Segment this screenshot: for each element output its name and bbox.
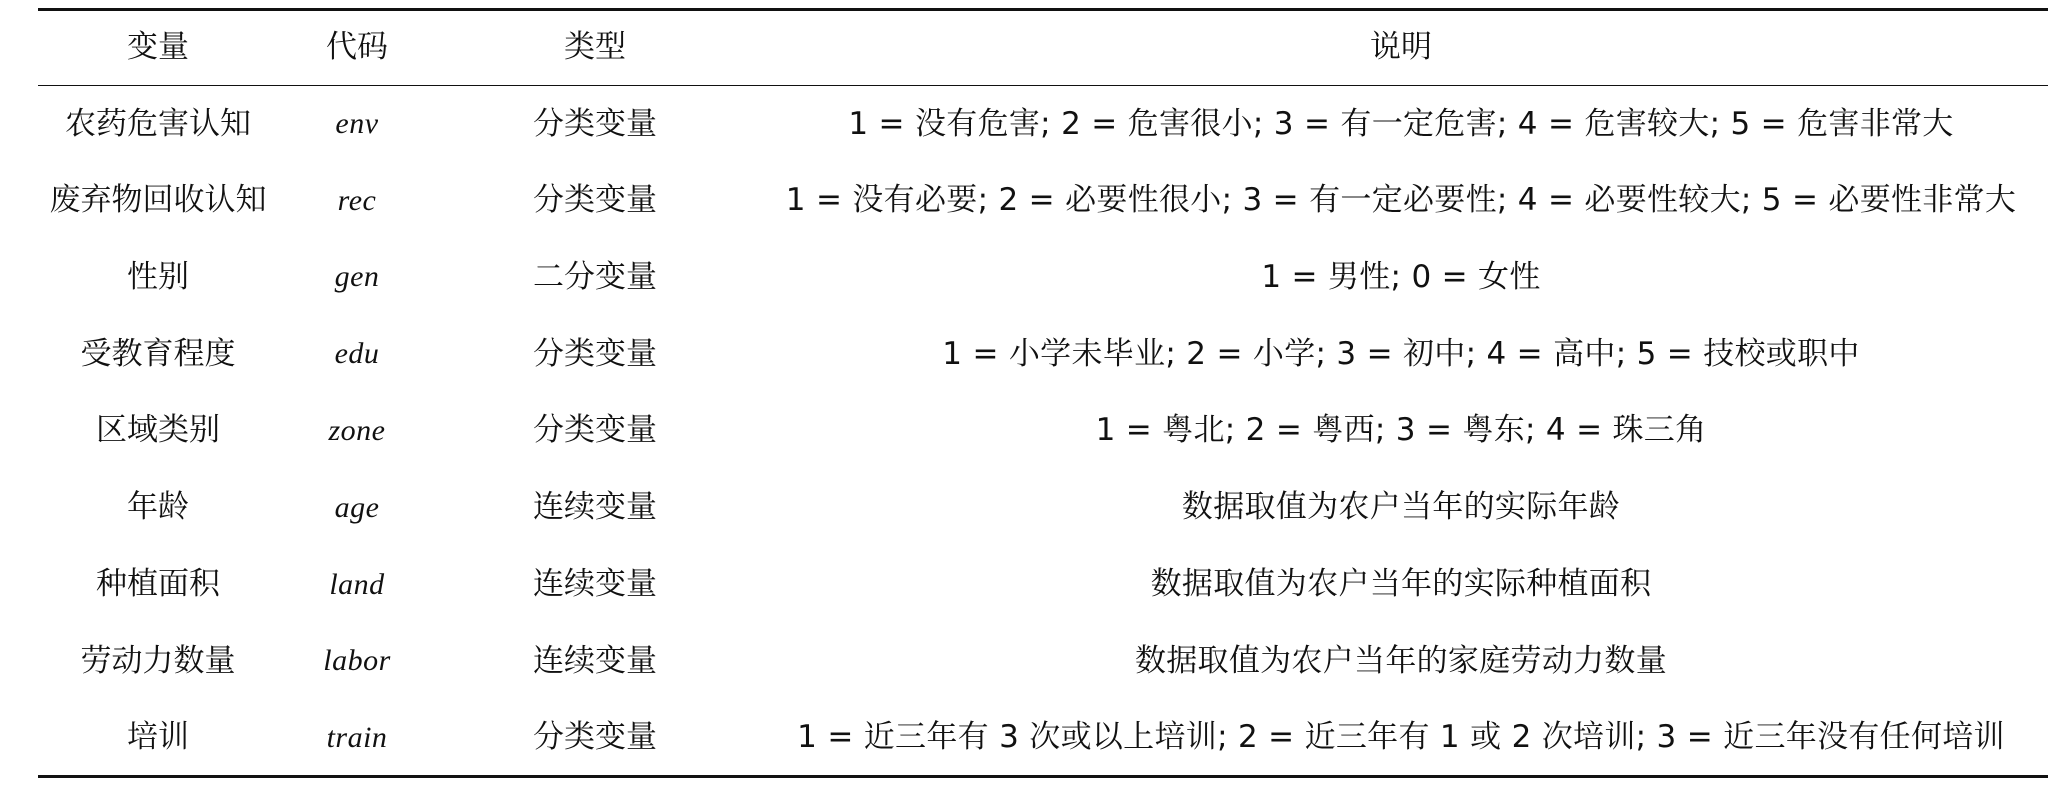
cell-code: edu [334, 337, 380, 371]
cell-type: 二分变量 [533, 258, 657, 295]
header-variable: 变量 [127, 29, 189, 66]
table-row [38, 239, 2048, 316]
cell-code: env [335, 107, 379, 141]
variable-definition-table [38, 8, 2048, 778]
table-row [38, 86, 2048, 163]
cell-type: 分类变量 [533, 412, 657, 449]
cell-code: rec [337, 183, 377, 217]
header-description: 说明 [1370, 29, 1432, 66]
cell-variable: 性别 [127, 258, 189, 295]
cell-code: train [326, 720, 388, 754]
cell-code: land [329, 567, 385, 601]
cell-description: 1 = 男性; 0 = 女性 [1261, 258, 1541, 295]
cell-variable: 区域类别 [96, 412, 220, 449]
cell-variable: 废弃物回收认知 [49, 182, 267, 219]
table-row [38, 162, 2048, 239]
table-row [38, 623, 2048, 700]
cell-variable: 种植面积 [96, 566, 220, 603]
cell-description: 1 = 近三年有 3 次或以上培训; 2 = 近三年有 1 或 2 次培训; 3 = 近三年没有任何培训 [797, 718, 2005, 755]
table-row [38, 316, 2048, 393]
cell-description: 1 = 粤北; 2 = 粤西; 3 = 粤东; 4 = 珠三角 [1095, 412, 1707, 449]
cell-variable: 农药危害认知 [65, 105, 251, 142]
table-header-row [38, 10, 2048, 86]
cell-code: gen [334, 260, 380, 294]
cell-description: 1 = 没有危害; 2 = 危害很小; 3 = 有一定危害; 4 = 危害较大; 5 = 危害非常大 [848, 105, 1954, 142]
table-row [38, 469, 2048, 546]
cell-variable: 劳动力数量 [80, 642, 236, 679]
cell-code: zone [328, 414, 386, 448]
table-row [38, 700, 2048, 777]
cell-description: 1 = 没有必要; 2 = 必要性很小; 3 = 有一定必要性; 4 = 必要性较大; 5 = 必要性非常大 [785, 182, 2017, 219]
cell-variable: 年龄 [127, 489, 189, 526]
cell-type: 连续变量 [533, 566, 657, 603]
table-row [38, 546, 2048, 623]
cell-description: 数据取值为农户当年的实际年龄 [1181, 489, 1621, 526]
header-type: 类型 [564, 29, 626, 66]
cell-description: 数据取值为农户当年的家庭劳动力数量 [1134, 642, 1668, 679]
table-row [38, 393, 2048, 470]
cell-type: 连续变量 [533, 642, 657, 679]
cell-type: 分类变量 [533, 105, 657, 142]
cell-code: labor [323, 644, 391, 678]
header-code: 代码 [326, 29, 388, 66]
cell-variable: 受教育程度 [80, 335, 236, 372]
cell-type: 分类变量 [533, 335, 657, 372]
cell-type: 连续变量 [533, 489, 657, 526]
cell-variable: 培训 [127, 718, 189, 755]
cell-type: 分类变量 [533, 718, 657, 755]
cell-description: 1 = 小学未毕业; 2 = 小学; 3 = 初中; 4 = 高中; 5 = 技校或职中 [942, 335, 1860, 372]
cell-code: age [334, 490, 380, 524]
cell-type: 分类变量 [533, 182, 657, 219]
cell-description: 数据取值为农户当年的实际种植面积 [1150, 566, 1652, 603]
